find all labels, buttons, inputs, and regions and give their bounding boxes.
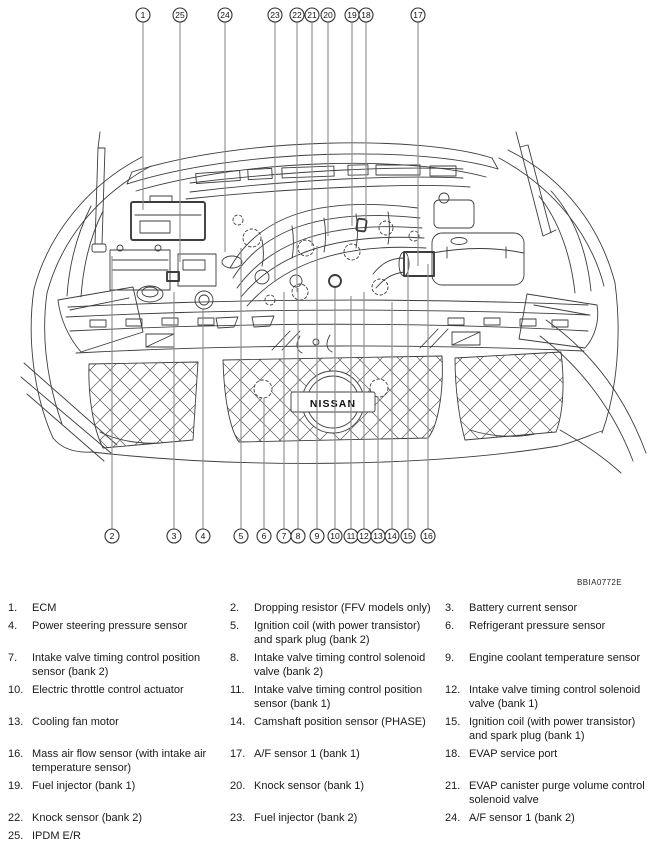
svg-text:4: 4 — [200, 531, 206, 541]
legend-item — [230, 811, 445, 825]
svg-text:25: 25 — [175, 10, 185, 20]
svg-text:24: 24 — [220, 10, 230, 20]
legend-item — [445, 715, 649, 743]
legend-item-label: Intake valve timing control solenoid valve (bank 2) — [254, 652, 426, 678]
legend-item-number: 6. — [445, 620, 455, 632]
svg-text:2: 2 — [109, 531, 115, 541]
callout-14 — [385, 529, 399, 543]
callout-20 — [321, 8, 335, 22]
air-cleaner — [373, 233, 524, 288]
legend-item-label: Knock sensor (bank 1) — [254, 780, 365, 792]
svg-text:20: 20 — [323, 10, 333, 20]
legend-item — [8, 715, 230, 743]
legend-item-label: Intake valve timing control solenoid valve (bank 1) — [469, 684, 641, 710]
legend-item-number: 10. — [8, 684, 24, 696]
legend-item-number: 14. — [230, 716, 246, 728]
callout-23 — [268, 8, 282, 22]
figure-code: BBIA0772E — [577, 578, 622, 587]
legend-item-number: 9. — [445, 652, 455, 664]
legend-item-number: 15. — [445, 716, 461, 728]
svg-text:22: 22 — [292, 10, 302, 20]
svg-text:21: 21 — [307, 10, 317, 20]
callout-17 — [411, 8, 425, 22]
callout-2 — [105, 529, 119, 543]
hood-strut-left — [92, 132, 106, 252]
legend-item — [8, 829, 230, 843]
legend-item-number: 18. — [445, 748, 461, 760]
headlight-left — [58, 287, 143, 352]
legend-item-label: Battery current sensor — [469, 602, 578, 614]
legend-item-number: 16. — [8, 748, 24, 760]
legend-item-number: 22. — [8, 812, 24, 824]
callout-8 — [291, 529, 305, 543]
legend-item — [445, 619, 649, 647]
legend-item — [230, 651, 445, 679]
legend-item — [230, 619, 445, 647]
svg-text:15: 15 — [403, 531, 413, 541]
legend-item-number: 20. — [230, 780, 246, 792]
legend-item — [445, 811, 649, 825]
legend-item-label: Cooling fan motor — [32, 716, 119, 728]
callout-5 — [234, 529, 248, 543]
legend-item — [445, 747, 649, 775]
legend-item-label: A/F sensor 1 (bank 1) — [254, 748, 360, 760]
legend-item-number: 21. — [445, 780, 461, 792]
svg-text:11: 11 — [346, 531, 356, 541]
engine-bay-artwork — [21, 132, 646, 473]
callout-25 — [173, 8, 187, 22]
legend-item — [8, 619, 230, 647]
legend-item-label: A/F sensor 1 (bank 2) — [469, 812, 575, 824]
svg-text:8: 8 — [295, 531, 301, 541]
legend-item-number: 11. — [230, 684, 245, 696]
legend-item-label: Knock sensor (bank 2) — [32, 812, 143, 824]
legend-item-label: Camshaft position sensor (PHASE) — [254, 716, 426, 728]
callout-21 — [305, 8, 319, 22]
legend-item — [8, 651, 230, 679]
legend-item-label: IPDM E/R — [32, 830, 81, 842]
callout-16 — [421, 529, 435, 543]
legend-item-label: Electric throttle control actuator — [32, 684, 184, 696]
svg-text:17: 17 — [413, 10, 423, 20]
callouts-bottom — [105, 529, 435, 543]
legend-item — [230, 779, 445, 807]
legend-item-number: 23. — [230, 812, 246, 824]
svg-text:19: 19 — [347, 10, 357, 20]
callout-11 — [344, 529, 358, 543]
legend-item-number: 1. — [8, 602, 18, 614]
legend-item-number: 7. — [8, 652, 18, 664]
legend-item — [8, 811, 230, 825]
legend-item — [230, 683, 445, 711]
callout-12 — [357, 529, 371, 543]
legend-item-label: Refrigerant pressure sensor — [469, 620, 606, 632]
legend-item-label: Fuel injector (bank 1) — [32, 780, 136, 792]
callout-10 — [328, 529, 342, 543]
legend-item — [8, 683, 230, 711]
legend-item — [230, 601, 445, 615]
legend-item — [8, 601, 230, 615]
svg-text:6: 6 — [261, 531, 267, 541]
legend-item-number: 2. — [230, 602, 240, 614]
callout-13 — [371, 529, 385, 543]
svg-text:9: 9 — [314, 531, 320, 541]
ipdm-box — [178, 254, 216, 286]
legend-item-label: Engine coolant temperature sensor — [469, 652, 641, 664]
legend-item-number: 5. — [230, 620, 240, 632]
legend-item — [445, 651, 649, 679]
svg-text:3: 3 — [171, 531, 177, 541]
legend-item-label: Ignition coil (with power transistor) and spark plug (bank 1) — [469, 716, 636, 742]
grille — [89, 352, 563, 448]
callout-4 — [196, 529, 210, 543]
callout-19 — [345, 8, 359, 22]
callout-6 — [257, 529, 271, 543]
callout-18 — [359, 8, 373, 22]
legend-item-label: EVAP service port — [469, 748, 558, 760]
callout-1 — [136, 8, 150, 22]
svg-text:12: 12 — [359, 531, 369, 541]
legend-item — [445, 601, 649, 615]
legend-item-number: 17. — [230, 748, 246, 760]
svg-text:5: 5 — [238, 531, 244, 541]
legend-item — [8, 779, 230, 807]
callout-7 — [277, 529, 291, 543]
legend-item — [445, 683, 649, 711]
radiator-support — [66, 300, 590, 353]
legend-item-label: ECM — [32, 602, 57, 614]
legend — [8, 601, 649, 843]
svg-text:1: 1 — [140, 10, 146, 20]
headlight-right — [519, 294, 598, 348]
legend-item — [445, 779, 649, 807]
callouts-top — [136, 8, 425, 22]
callout-24 — [218, 8, 232, 22]
legend-item-number: 8. — [230, 652, 240, 664]
svg-text:7: 7 — [281, 531, 287, 541]
svg-text:18: 18 — [361, 10, 371, 20]
legend-item-number: 3. — [445, 602, 455, 614]
hood-strut-right — [516, 132, 556, 236]
legend-item-number: 4. — [8, 620, 18, 632]
callout-3 — [167, 529, 181, 543]
svg-text:16: 16 — [423, 531, 433, 541]
legend-item-label: Intake valve timing control position sensor (bank 1) — [254, 684, 423, 710]
callout-9 — [310, 529, 324, 543]
legend-item-label: Dropping resistor (FFV models only) — [254, 602, 431, 614]
ecm-box — [131, 196, 205, 240]
legend-item — [8, 747, 230, 775]
legend-item-number: 12. — [445, 684, 461, 696]
legend-item-label: Mass air flow sensor (with intake air temperature sensor) — [32, 748, 207, 774]
svg-text:23: 23 — [270, 10, 280, 20]
legend-item-label: EVAP canister purge volume control solenoid valve — [469, 780, 645, 806]
svg-text:14: 14 — [387, 531, 397, 541]
leader-lines — [112, 22, 428, 529]
legend-item-number: 25. — [8, 830, 24, 842]
svg-text:10: 10 — [330, 531, 340, 541]
legend-item — [230, 715, 445, 743]
callout-15 — [401, 529, 415, 543]
legend-item-label: Ignition coil (with power transistor) and spark plug (bank 2) — [254, 620, 421, 646]
legend-item — [230, 747, 445, 775]
legend-item-label: Power steering pressure sensor — [32, 620, 188, 632]
legend-item-number: 24. — [445, 812, 461, 824]
legend-item-label: Intake valve timing control position sensor (bank 2) — [32, 652, 201, 678]
legend-item-label: Fuel injector (bank 2) — [254, 812, 358, 824]
callout-22 — [290, 8, 304, 22]
legend-item-number: 19. — [8, 780, 24, 792]
emblem-text: NISSAN — [309, 398, 357, 410]
legend-item-number: 13. — [8, 716, 24, 728]
svg-text:13: 13 — [373, 531, 383, 541]
battery-box — [110, 245, 179, 290]
